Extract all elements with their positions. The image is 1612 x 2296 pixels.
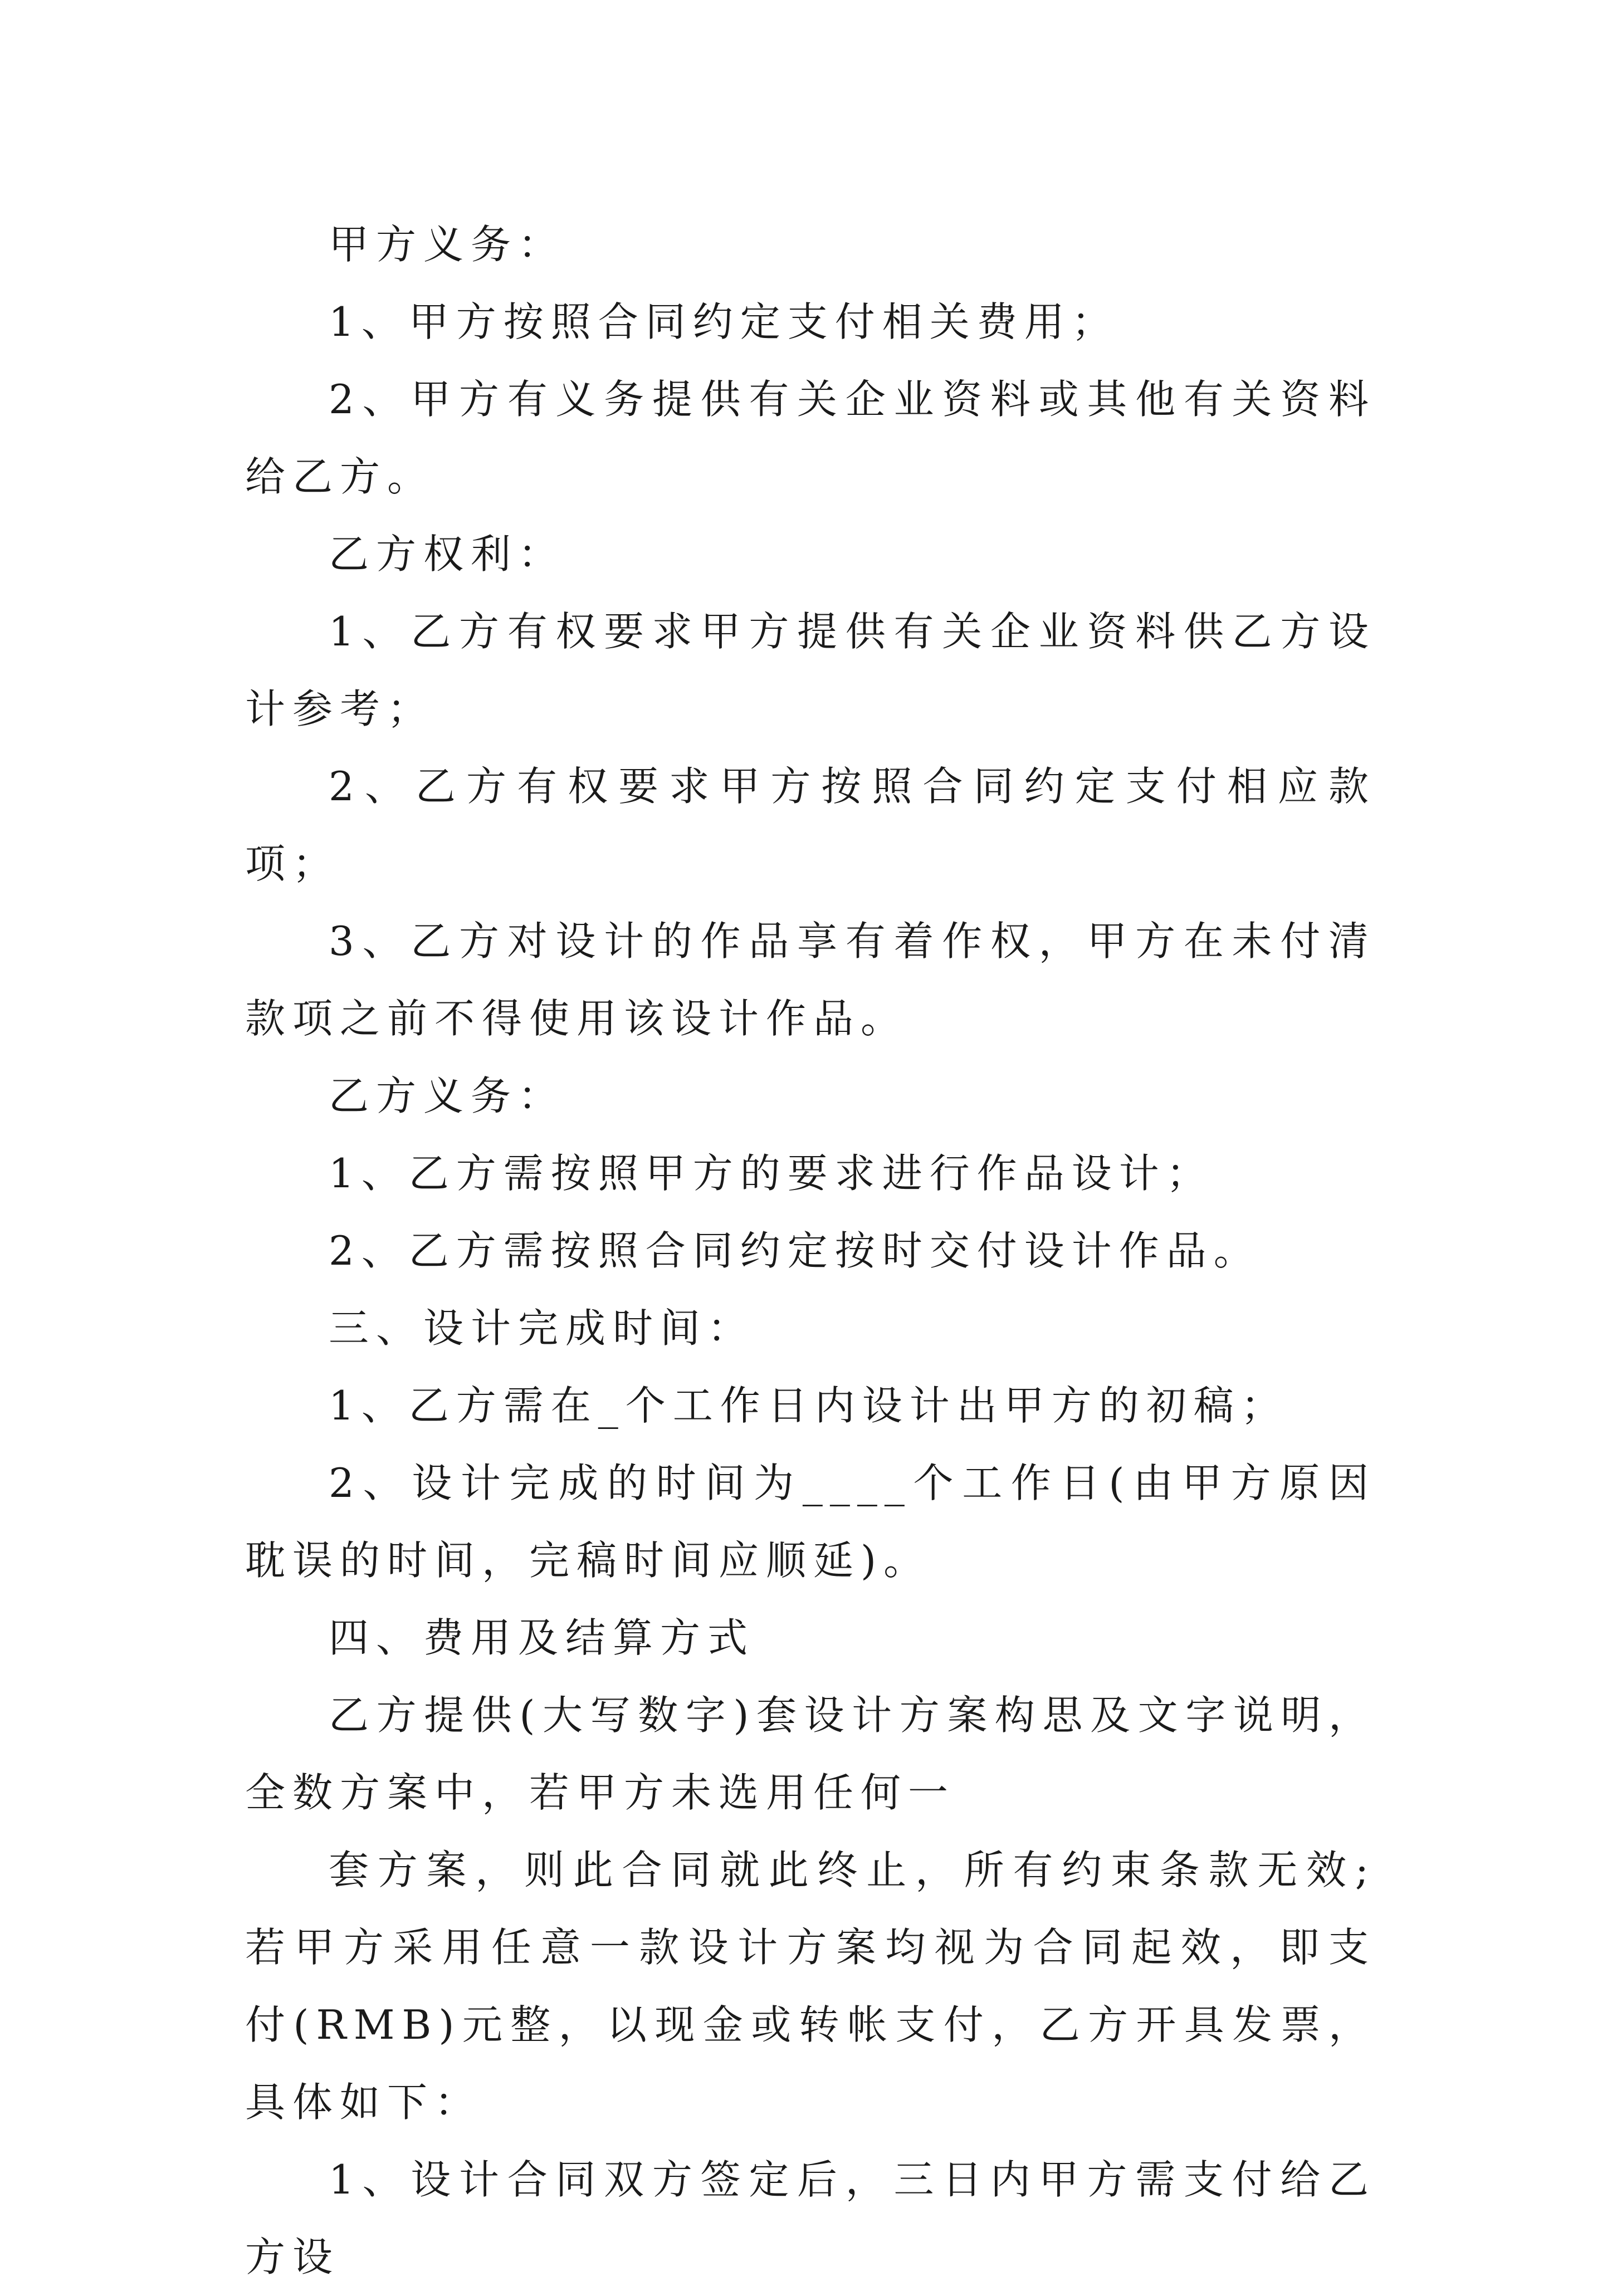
section-heading-fees-settlement: 四、费用及结算方式 — [329, 1614, 755, 1661]
paragraph: 3、乙方对设计的作品享有着作权，甲方在未付清款项之前不得使用该设计作品。 — [245, 918, 1376, 1042]
paragraph: 1、乙方需按照甲方的要求进行作品设计； — [329, 1150, 1214, 1197]
paragraph: 1、乙方需在_个工作日内设计出甲方的初稿； — [329, 1382, 1288, 1429]
paragraph: 2、乙方需按照合同约定按时交付设计作品。 — [329, 1227, 1261, 1274]
paragraph: 2、甲方有义务提供有关企业资料或其他有关资料给乙方。 — [245, 376, 1376, 500]
paragraph: 乙方提供(大写数字)套设计方案构思及文字说明，全数方案中，若甲方未选用任何一 — [245, 1692, 1376, 1816]
paragraph: 1、设计合同双方签定后，三日内甲方需支付给乙方设 — [245, 2156, 1376, 2280]
paragraph: 2、设计完成的时间为____个工作日(由甲方原因耽误的时间，完稿时间应顺延)。 — [245, 1460, 1376, 1584]
section-heading-party-b-rights: 乙方权利： — [329, 531, 566, 577]
section-heading-party-b-obligations: 乙方义务： — [329, 1073, 566, 1119]
paragraph: 1、甲方按照合同约定支付相关费用； — [329, 298, 1119, 345]
section-heading-completion-time: 三、设计完成时间： — [329, 1305, 755, 1352]
paragraph: 套方案，则此合同就此终止，所有约束条款无效;若甲方采用任意一款设计方案均视为合同起效，即支付(RMB)元整，以现金或转帐支付，乙方开具发票，具体如下： — [245, 1847, 1376, 2126]
section-heading-party-a-obligations: 甲方义务： — [329, 221, 566, 268]
paragraph: 1、乙方有权要求甲方提供有关企业资料供乙方设计参考； — [245, 608, 1376, 732]
document-body — [245, 206, 1376, 2296]
paragraph: 2、乙方有权要求甲方按照合同约定支付相应款项； — [245, 763, 1376, 887]
